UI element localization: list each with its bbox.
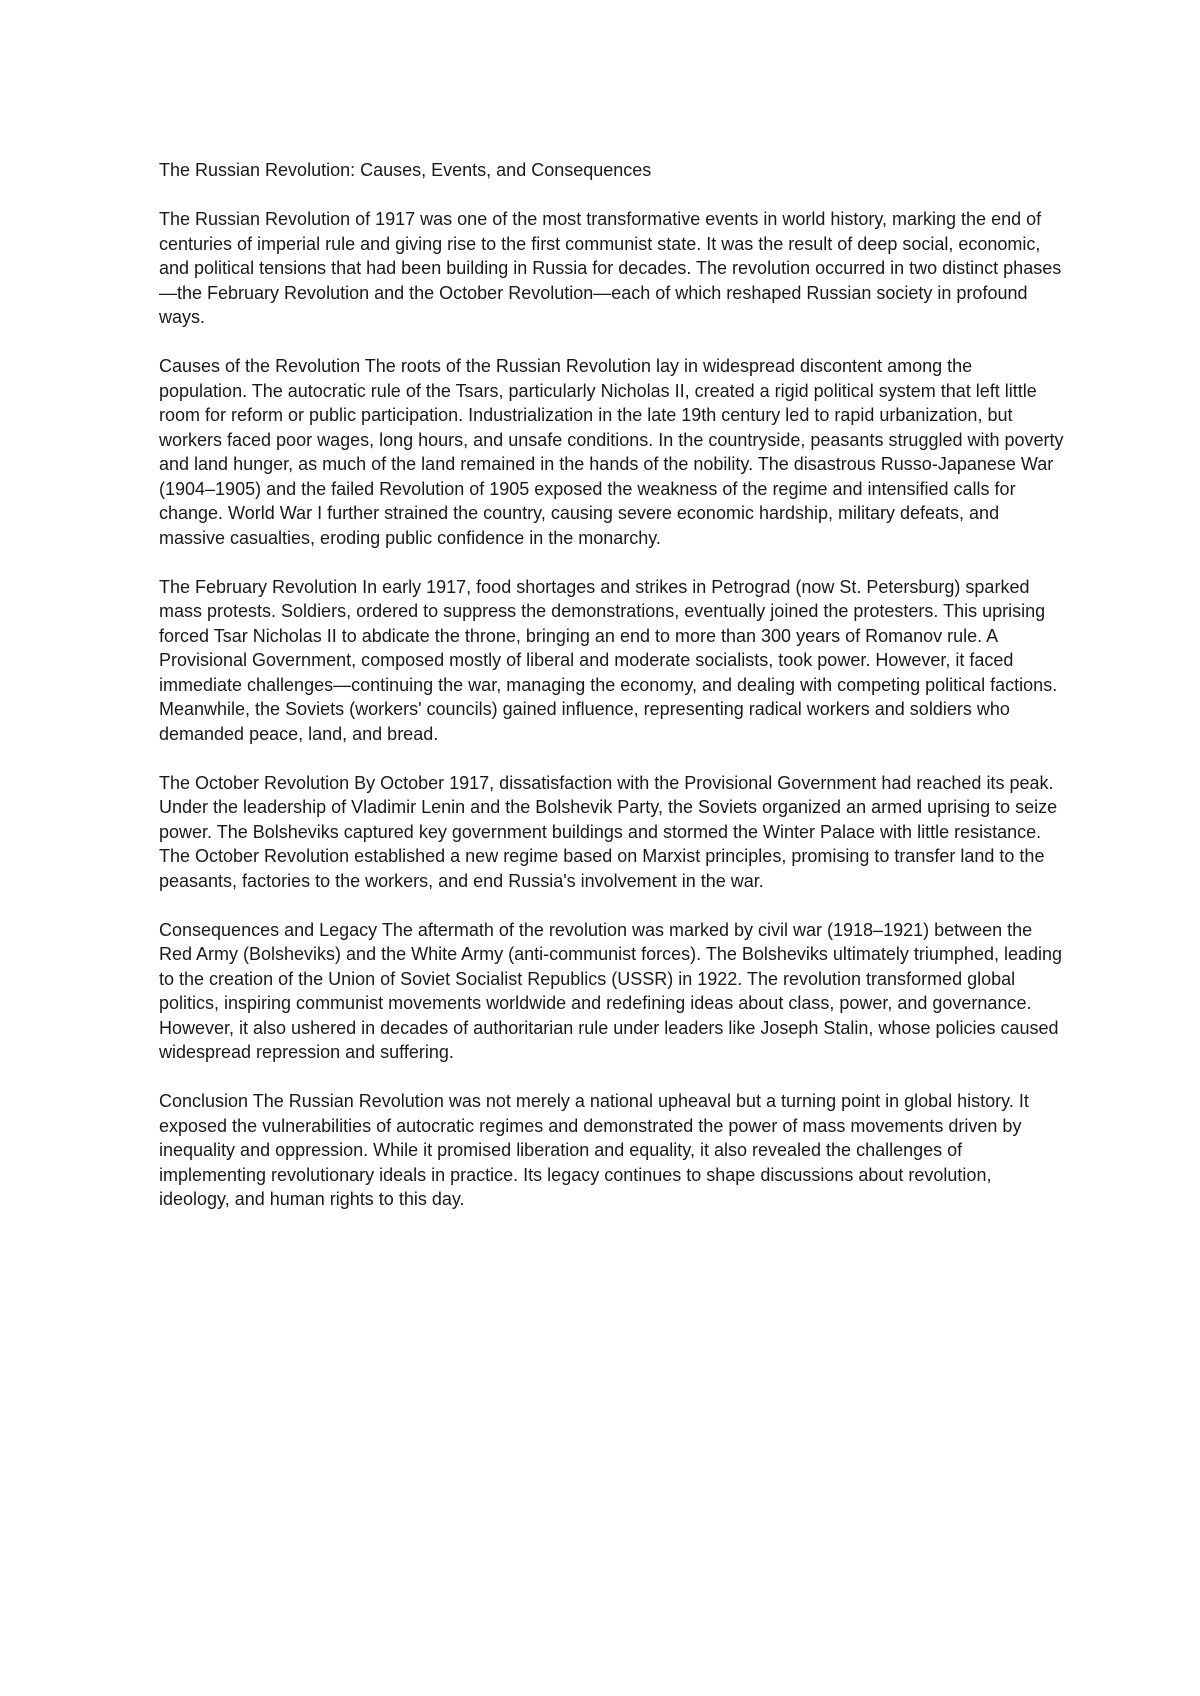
paragraph-conclusion: Conclusion The Russian Revolution was not merely a national upheaval but a turning point in global history. It exposed the vulnerabilities of autocratic regimes and demonstrated the power of mass movements driven by inequality and oppression. While it promised liberation and equality, it also revealed the challenges of implementing revolutionary ideals in practice. Its legacy continues to shape discussions about revolution, ideology, and human rights to this day.: [159, 1091, 1029, 1209]
paragraph-october-revolution: The October Revolution By October 1917, dissatisfaction with the Provisional Government had reached its peak. Under the leadership of Vladimir Lenin and the Bolshevik Party, the Soviets organized an armed uprising to seize power. The Bolsheviks captured key government buildings and stormed the Winter Palace with little resistance. The October Revolution established a new regime based on Marxist principles, promising to transfer land to the peasants, factories to the workers, and end Russia's involvement in the war.: [159, 772, 1058, 891]
paragraph-february-revolution: The February Revolution In early 1917, food shortages and strikes in Petrograd (now St. Petersburg) sparked mass protests. Soldiers, ordered to suppress the demonstrations, eventually joined the protesters. This uprising forced Tsar Nicholas II to abdicate the throne, bringing an end to more than 300 years of Romanov rule. A Provisional Government, composed mostly of liberal and moderate socialists, took power. However, it faced immediate challenges—continuing the war, managing the economy, and dealing with competing political factions. Meanwhile, the Soviets (workers' councils) gained influence, representing radical workers and soldiers who demanded peace, land, and bread.: [159, 576, 1058, 744]
paragraph-causes: Causes of the Revolution The roots of the Russian Revolution lay in widespread discontent among the population. The autocratic rule of the Tsars, particularly Nicholas II, created a rigid political system that left little room for reform or public participation. Industrialization in the late 19th century led to rapid urbanization, but workers faced poor wages, long hours, and unsafe conditions. In the countryside, peasants struggled with poverty and land hunger, as much of the land remained in the hands of the nobility. The disastrous Russo-Japanese War (1904–1905) and the failed Revolution of 1905 exposed the weakness of the regime and intensified calls for change. World War I further strained the country, causing severe economic hardship, military defeats, and massive casualties, eroding public confidence in the monarchy.: [159, 356, 1064, 548]
paragraph-introduction: The Russian Revolution of 1917 was one of the most transformative events in world history, marking the end of centuries of imperial rule and giving rise to the first communist state. It was the result of deep social, economic, and political tensions that had been building in Russia for decades. The revolution occurred in two distinct phases—the February Revolution and the October Revolution—each of which reshaped Russian society in profound ways.: [159, 209, 1062, 327]
paragraph-consequences: Consequences and Legacy The aftermath of the revolution was marked by civil war (1918–1921) between the Red Army (Bolsheviks) and the White Army (anti-communist forces). The Bolsheviks ultimately triumphed, leading to the creation of the Union of Soviet Socialist Republics (USSR) in 1922. The revolution transformed global politics, inspiring communist movements worldwide and redefining ideas about class, power, and governance. However, it also ushered in decades of authoritarian rule under leaders like Joseph Stalin, whose policies caused widespread repression and suffering.: [159, 919, 1063, 1062]
document-body: [159, 158, 1064, 1236]
document-title: The Russian Revolution: Causes, Events, and Consequences: [159, 160, 652, 180]
